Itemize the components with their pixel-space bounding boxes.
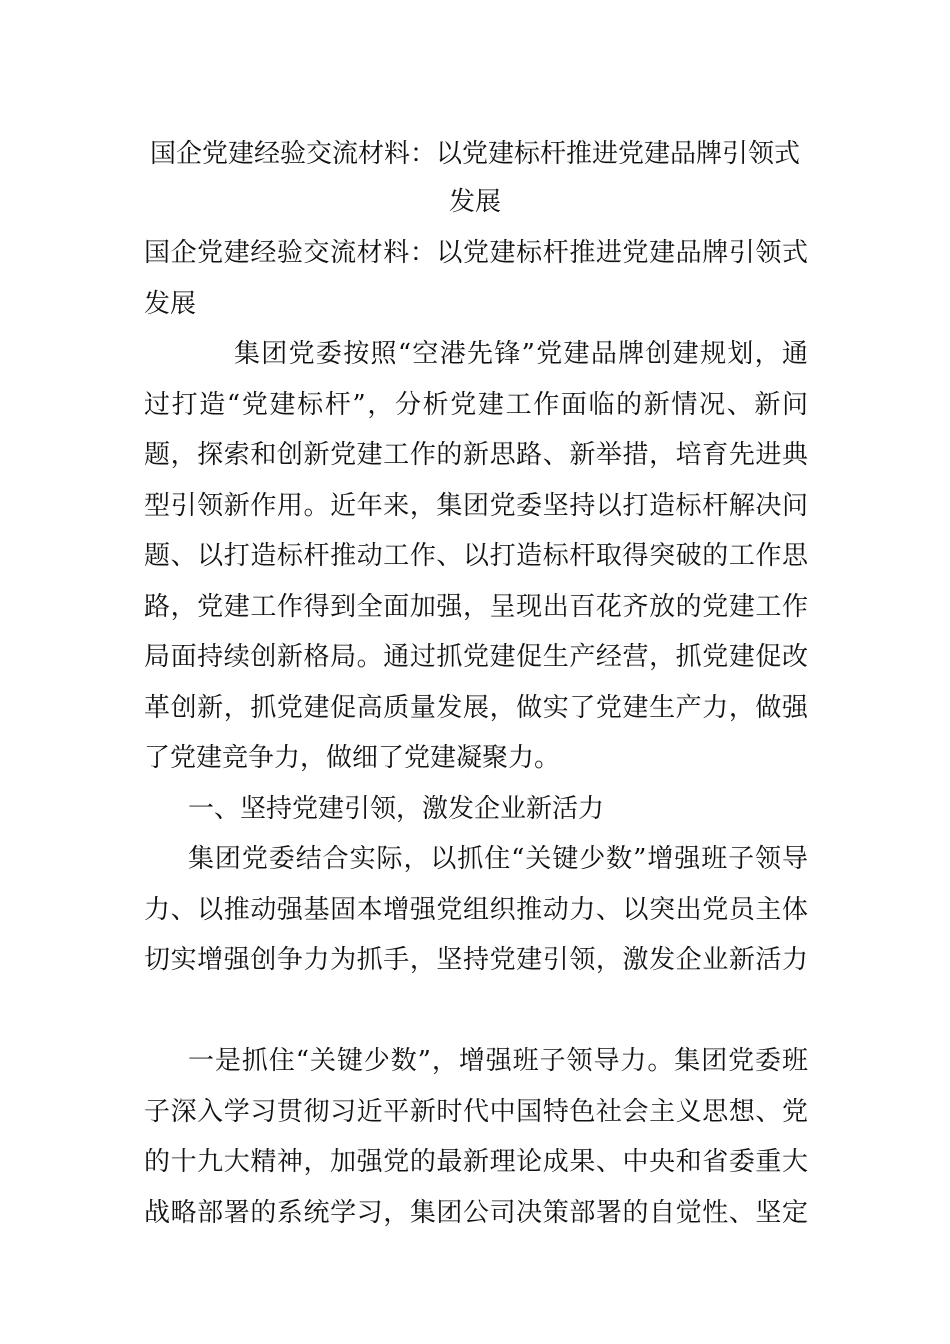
paragraph-1-line: 路，党建工作得到全面加强，呈现出百花齐放的党建工作 <box>144 591 808 622</box>
paragraph-1-line: 了党建竞争力，做细了党建凝聚力。 <box>144 743 561 773</box>
paragraph-1-line: 局面持续创新格局。通过抓党建促生产经营，抓党建促改 <box>144 642 808 672</box>
repeated-heading-line-1: 国企党建经验交流材料：以党建标杆推进党建品牌引领式 <box>144 238 808 268</box>
document-body <box>144 228 808 1238</box>
paragraph-3-line: 子深入学习贯彻习近平新时代中国特色社会主义思想、党 <box>144 1096 808 1127</box>
section-1-heading: 一、坚持党建引领，激发企业新活力 <box>188 793 605 824</box>
blank-line <box>144 986 808 1037</box>
paragraph-2-line: 集团党委结合实际，以抓住“关键少数”增强班子领导 <box>188 844 808 874</box>
paragraph-1-line: 型引领新作用。近年来，集团党委坚持以打造标杆解决问 <box>144 490 808 521</box>
document-title <box>140 130 810 226</box>
paragraph-3-line: 的十九大精神，加强党的最新理论成果、中央和省委重大 <box>144 1147 808 1177</box>
paragraph-1-line: 题，探索和创新党建工作的新思路、新举措，培育先进典 <box>144 440 808 470</box>
paragraph-1-line: 革创新，抓党建促高质量发展，做实了党建生产力，做强 <box>144 692 808 723</box>
paragraph-1-line: 集团党委按照“空港先锋”党建品牌创建规划，通 <box>234 339 808 369</box>
paragraph-2-line: 力、以推动强基固本增强党组织推动力、以突出党员主体 <box>144 894 808 925</box>
paragraph-3-line: 一是抓住“关键少数”，增强班子领导力。集团党委班 <box>188 1046 808 1076</box>
paragraph-1-line: 过打造“党建标杆”，分析党建工作面临的新情况、新问 <box>144 389 808 420</box>
title-line-1: 国企党建经验交流材料：以党建标杆推进党建品牌引领式 <box>149 139 800 169</box>
paragraph-2-line: 切实增强创争力为抓手，坚持党建引领，激发企业新活力 <box>144 945 808 975</box>
paragraph-3-line: 战略部署的系统学习，集团公司决策部署的自觉性、坚定 <box>144 1197 808 1228</box>
repeated-heading-line-2: 发展 <box>144 288 197 319</box>
paragraph-1-line: 题、以打造标杆推动工作、以打造标杆取得突破的工作思 <box>144 541 808 571</box>
title-line-2: 发展 <box>448 187 501 217</box>
